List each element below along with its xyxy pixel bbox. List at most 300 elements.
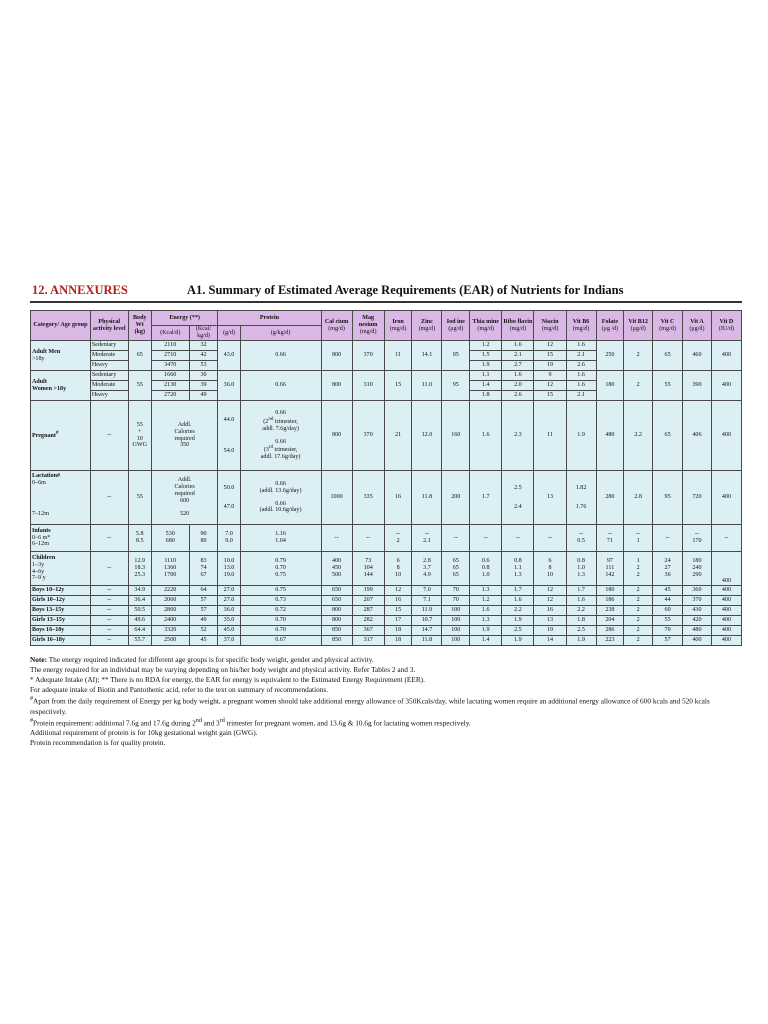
bodywt-cell: 65: [128, 341, 151, 371]
note-line: * Adequate Intake (AI); ** There is no RDA for energy, the EAR for energy is equivalent to the Estimated Energy Requirement (EER).: [30, 675, 425, 685]
protein-cell: 36.0: [218, 606, 240, 616]
col-energy-kcalkg: (Kcal/ kg/d): [189, 326, 218, 341]
protein-cell: [218, 471, 240, 525]
calcium-cell: 800: [321, 616, 352, 626]
vit-b12-cell: 2: [624, 341, 653, 371]
magnesium-value: 73: [365, 558, 372, 565]
vit-b12-cell: 2: [624, 371, 653, 401]
vit-d-cell: 400: [711, 586, 741, 596]
category-age: 0–6m: [32, 479, 46, 486]
vit-b12-cell: 2.2: [624, 401, 653, 471]
note-line: [30, 695, 742, 717]
vit-b12-value: --: [636, 531, 641, 538]
thiamine-cell: 1.8: [470, 391, 502, 401]
vit-c-cell: 55: [653, 371, 683, 401]
magnesium-cell: 367: [352, 626, 384, 636]
thiamine-value: 1.0: [481, 571, 490, 578]
col-zinc-unit: (mg/d): [418, 325, 436, 332]
bodywt-value: 5.8: [135, 531, 144, 538]
riboflavin-cell: 2.3: [502, 401, 534, 471]
proteinkg-cell: 0.70: [240, 616, 321, 626]
zinc-cell: [412, 552, 442, 586]
col-magnesium: [352, 311, 384, 341]
niacin-cell: --: [534, 525, 566, 552]
thiamine-cell: 1.6: [470, 606, 502, 616]
niacin-value: 10: [546, 571, 554, 578]
niacin-cell: 13: [534, 616, 566, 626]
folate-value: 71: [606, 538, 613, 544]
vit-b12-cell: 2: [624, 616, 653, 626]
kcalkg-value: 67: [200, 571, 207, 578]
vit-a-value: 180: [692, 558, 702, 565]
vit-d-cell: 400: [711, 371, 741, 401]
table-header: [31, 311, 742, 341]
niacin-cell: 9: [534, 371, 566, 381]
category-cell: Boys 10–12y: [31, 586, 91, 596]
activity-cell: Moderate: [90, 381, 128, 391]
proteinkg-value: 1.16: [275, 531, 286, 538]
vit-b6-cell: 1.9: [566, 401, 596, 471]
protein-value-3rd: 54.0: [223, 447, 235, 454]
col-protein: Protein: [218, 311, 321, 326]
col-zinc-label: Zinc: [421, 318, 433, 325]
col-thiamine: [470, 311, 502, 341]
vit-b6-value: 0.5: [577, 538, 585, 544]
col-vit-a-label: Vit A: [690, 318, 704, 325]
kcal-value: 600: [180, 497, 190, 504]
activity-cell: --: [90, 606, 128, 616]
kcalkg-cell: 57: [189, 606, 218, 616]
iron-cell: 17: [384, 616, 412, 626]
riboflavin-cell: 2.6: [502, 391, 534, 401]
proteinkg-cell: [240, 552, 321, 586]
thiamine-cell: --: [470, 525, 502, 552]
iron-cell: [384, 525, 412, 552]
category-label: Infants: [32, 527, 51, 534]
kcalkg-cell: 49: [189, 616, 218, 626]
riboflavin-value: 2.4: [514, 503, 522, 510]
category-age: 7–12m: [32, 510, 49, 517]
vit-b12-value: 1: [636, 538, 640, 544]
riboflavin-value: 2.5: [514, 484, 522, 491]
zinc-cell: 10.7: [412, 616, 442, 626]
calcium-cell: [321, 552, 352, 586]
proteinkg-note: addl. 17.6g/day): [260, 454, 301, 461]
thiamine-cell: 1.2: [470, 596, 502, 606]
category-age: 1–3y: [32, 561, 45, 568]
col-folate: [596, 311, 624, 341]
activity-cell: --: [90, 471, 128, 525]
thiamine-cell: 1.9: [470, 361, 502, 371]
table-row: [31, 586, 742, 596]
col-protein-gkgd: (g/kg/d): [240, 326, 321, 341]
col-bodywt-label: Body Wt: [132, 315, 147, 329]
proteinkg-cell: 0.66: [240, 371, 321, 401]
vit-c-value: 36: [664, 571, 671, 578]
zinc-cell: 11.8: [412, 636, 442, 646]
magnesium-cell: 335: [352, 471, 384, 525]
col-niacin-label: Niacin: [541, 318, 559, 325]
riboflavin-cell: 1.6: [502, 596, 534, 606]
calcium-value: 400: [332, 558, 342, 565]
riboflavin-cell: 1.9: [502, 616, 534, 626]
kcal-text: Addl.: [177, 421, 192, 428]
col-iron: [384, 311, 412, 341]
zinc-cell: 14.7: [412, 626, 442, 636]
zinc-cell: 11.8: [412, 471, 442, 525]
proteinkg-cell: 0.67: [240, 636, 321, 646]
vit-c-cell: 65: [653, 341, 683, 371]
category-age: 7–9 y: [32, 575, 46, 582]
protein-value: 7.0: [225, 531, 233, 538]
vit-a-cell: 360: [683, 586, 712, 596]
vit-b6-cell: 2.1: [566, 391, 596, 401]
category-cell: Girls 10–12y: [31, 596, 91, 606]
folate-cell: 180: [596, 586, 624, 596]
col-vit-a-unit: (μg/d): [689, 325, 705, 332]
magnesium-cell: 207: [352, 596, 384, 606]
vit-a-cell: 460: [683, 341, 712, 371]
proteinkg-value: 0.70: [275, 565, 286, 572]
kcalkg-cell: 57: [189, 596, 218, 606]
zinc-value: --: [424, 531, 429, 538]
table-row: [31, 636, 742, 646]
iodine-cell: [442, 552, 470, 586]
kcalkg-value: 83: [200, 558, 207, 565]
calcium-cell: 850: [321, 626, 352, 636]
col-riboflavin-unit: (mg/d): [509, 325, 527, 332]
note-text: Apart from the daily requirement of Energy per kg body weight, a pregnant women should take additional energy allowance of 350Kcals/day, while lactating women require an additional energy allowance of 600 kcals and 520 kcals respectively.: [30, 696, 710, 716]
niacin-cell: 13: [534, 471, 566, 525]
proteinkg-note: trimester,: [273, 418, 298, 425]
vit-c-value: 24: [664, 558, 671, 565]
kcal-value: 520: [180, 510, 190, 517]
table-row: [31, 606, 742, 616]
vit-d-cell: 400: [711, 636, 741, 646]
proteinkg-note: (addl. 10.6g/day): [259, 507, 302, 514]
category-cell: Girls 16–18y: [31, 636, 91, 646]
category-cell: [31, 552, 91, 586]
thiamine-cell: [470, 552, 502, 586]
magnesium-cell: 370: [352, 341, 384, 371]
proteinkg-value: 0.79: [275, 558, 286, 565]
proteinkg-value: 0.66: [275, 438, 286, 445]
table-row: [31, 525, 742, 552]
note-line: Additional requirement of protein is for 10kg gestational weight gain (GWG).: [30, 728, 258, 738]
magnesium-cell: 287: [352, 606, 384, 616]
col-riboflavin: [502, 311, 534, 341]
col-magnesium-label: Mag nesium: [358, 315, 378, 329]
col-category: Category/ Age group: [31, 311, 91, 341]
magnesium-cell: 370: [352, 401, 384, 471]
vit-b6-cell: 2.1: [566, 351, 596, 361]
category-cell: Girls 13–15y: [31, 616, 91, 626]
col-vit-b12: [624, 311, 653, 341]
riboflavin-cell: 1.6: [502, 341, 534, 351]
bodywt-cell: 36.4: [128, 596, 151, 606]
vit-b12-value: 2: [636, 571, 640, 578]
vit-a-cell: [683, 552, 712, 586]
kcal-value: 1360: [164, 565, 177, 572]
iodine-cell: 200: [442, 471, 470, 525]
table-row: [31, 471, 742, 525]
vit-c-cell: 57: [653, 636, 683, 646]
protein-value-2nd: 44.0: [223, 416, 235, 423]
niacin-cell: 19: [534, 626, 566, 636]
col-vit-b12-label: Vit B12: [628, 318, 648, 325]
note-text: The energy required indicated for different age groups is for specific body weight, gender and physical activity.: [47, 655, 374, 664]
zinc-value: 2.8: [423, 558, 431, 565]
vit-a-cell: 400: [683, 636, 712, 646]
kcalkg-cell: 32: [189, 341, 218, 351]
table-title: A1. Summary of Estimated Average Requirements (EAR) of Nutrients for Indians: [187, 283, 624, 297]
protein-cell: 35.0: [218, 616, 240, 626]
vit-d-cell: 400: [711, 471, 741, 525]
activity-cell: --: [90, 596, 128, 606]
vit-d-cell: 400: [711, 606, 741, 616]
protein-value: 9.0: [225, 538, 233, 544]
zinc-cell: 7.0: [412, 586, 442, 596]
iodine-cell: 100: [442, 606, 470, 616]
vit-b12-cell: 2: [624, 586, 653, 596]
proteinkg-cell: 0.70: [240, 626, 321, 636]
kcal-value: 1700: [164, 571, 177, 578]
riboflavin-cell: 2.5: [502, 626, 534, 636]
vit-b6-value: 0.8: [577, 558, 585, 565]
col-iodine-label: Iod ine: [446, 318, 465, 325]
category-cell: Boys 16–18y: [31, 626, 91, 636]
category-cell: Boys 13–15y: [31, 606, 91, 616]
riboflavin-cell: 2.0: [502, 381, 534, 391]
kcal-value: 680: [165, 538, 175, 544]
col-vit-c: [653, 311, 683, 341]
folate-cell: 186: [596, 596, 624, 606]
proteinkg-cell: 0.73: [240, 596, 321, 606]
kcal-cell: 2400: [151, 616, 189, 626]
folate-cell: 286: [596, 626, 624, 636]
vit-a-cell: 480: [683, 626, 712, 636]
vit-a-cell: [683, 525, 712, 552]
folate-cell: [596, 552, 624, 586]
kcal-cell: [151, 471, 218, 525]
bodywt-cell: 50.5: [128, 606, 151, 616]
kcal-cell: 3320: [151, 626, 189, 636]
calcium-cell: 650: [321, 586, 352, 596]
vit-b6-cell: 1.9: [566, 636, 596, 646]
vit-b6-value: 1.3: [577, 571, 585, 578]
note-text: and 3: [201, 718, 220, 728]
col-iodine: [442, 311, 470, 341]
category-cell: [31, 525, 91, 552]
table-row: [31, 341, 742, 351]
note-label: Note:: [30, 655, 48, 664]
col-vit-d: [711, 311, 741, 341]
proteinkg-cell: [240, 401, 321, 471]
kcalkg-cell: [189, 525, 218, 552]
thiamine-value: 0.8: [481, 565, 490, 572]
vit-b12-cell: 2.8: [624, 471, 653, 525]
folate-cell: [596, 525, 624, 552]
magnesium-cell: 199: [352, 586, 384, 596]
kcalkg-cell: 64: [189, 586, 218, 596]
vit-d-cell: 400: [711, 596, 741, 606]
col-niacin-unit: (mg/d): [541, 325, 559, 332]
kcal-text: required: [174, 491, 195, 498]
protein-cell: [218, 401, 240, 471]
col-vit-d-label: Vit D: [719, 318, 734, 325]
table-body: [31, 341, 742, 586]
riboflavin-cell: 2.7: [502, 361, 534, 371]
iodine-cell: 100: [442, 636, 470, 646]
vit-b6-cell: 1.6: [566, 371, 596, 381]
riboflavin-value: 1.1: [514, 565, 522, 572]
kcal-cell: [151, 401, 218, 471]
zinc-cell: 11.9: [412, 606, 442, 616]
iron-cell: 18: [384, 636, 412, 646]
table-row: [31, 371, 742, 381]
vit-b12-cell: 2: [624, 626, 653, 636]
bodywt-value: 18.3: [134, 565, 146, 572]
vit-d-cell: 400: [711, 341, 741, 371]
col-magnesium-unit: (mg/d): [359, 328, 377, 335]
col-folate-unit: (μg /d): [601, 325, 619, 332]
col-niacin: [534, 311, 566, 341]
col-vit-c-label: Vit C: [660, 318, 675, 325]
bodywt-cell: 34.9: [128, 586, 151, 596]
riboflavin-cell: --: [502, 525, 534, 552]
niacin-value: 8: [548, 565, 552, 572]
zinc-cell: 14.1: [412, 341, 442, 371]
folate-value: 97: [606, 558, 613, 565]
vit-b6-cell: [566, 552, 596, 586]
category-age: 4–6y: [32, 568, 45, 575]
kcalkg-cell: 45: [189, 636, 218, 646]
riboflavin-cell: 1.6: [502, 371, 534, 381]
proteinkg-note: (addl. 13.6g/day): [259, 487, 302, 494]
protein-value: 13.0: [223, 565, 235, 572]
bodywt-value: 55: [136, 421, 143, 428]
calcium-value: 500: [332, 571, 342, 578]
folate-cell: 280: [596, 471, 624, 525]
kcalkg-cell: 30: [189, 371, 218, 381]
activity-cell: Sedentary: [90, 371, 128, 381]
bodywt-gwg-value: 10: [136, 435, 143, 442]
riboflavin-cell: [502, 552, 534, 586]
note-line: [30, 655, 742, 665]
vit-c-cell: 65: [653, 401, 683, 471]
bodywt-cell: 55: [128, 371, 151, 401]
folate-value: 142: [605, 571, 615, 578]
kcalkg-value: 74: [200, 565, 207, 572]
col-calcium: [321, 311, 352, 341]
iron-cell: 21: [384, 401, 412, 471]
vit-b12-cell: [624, 525, 653, 552]
vit-c-cell: 44: [653, 596, 683, 606]
kcalkg-cell: 49: [189, 391, 218, 401]
bodywt-cell: 64.4: [128, 626, 151, 636]
kcal-text: Calories: [174, 484, 195, 491]
zinc-cell: 11.0: [412, 371, 442, 401]
iron-value: 2: [396, 538, 400, 544]
bodywt-value: 25.3: [134, 571, 146, 578]
col-folate-label: Folate: [601, 318, 619, 325]
niacin-value: 6: [548, 558, 552, 565]
note-sup: nd: [195, 717, 202, 724]
activity-cell: --: [90, 401, 128, 471]
kcal-value: 1110: [164, 558, 177, 565]
vit-d-cell: 400: [711, 626, 741, 636]
niacin-cell: 14: [534, 636, 566, 646]
category-cell: [31, 341, 91, 371]
protein-value: 19.0: [223, 571, 235, 578]
iodine-value: 65: [452, 558, 459, 565]
table-row: [31, 616, 742, 626]
bodywt-cell: 49.6: [128, 616, 151, 626]
folate-value: 111: [605, 565, 615, 572]
vit-c-cell: 60: [653, 606, 683, 616]
zinc-cell: 12.0: [412, 401, 442, 471]
protein-cell: 27.0: [218, 586, 240, 596]
niacin-cell: 15: [534, 391, 566, 401]
col-vit-c-unit: (mg/d): [659, 325, 676, 332]
iron-cell: 18: [384, 626, 412, 636]
vit-a-cell: 370: [683, 596, 712, 606]
bodywt-cell: [128, 552, 151, 586]
col-calcium-unit: (mg/d): [328, 325, 345, 332]
kcal-cell: 2130: [151, 381, 189, 391]
niacin-cell: [534, 552, 566, 586]
activity-cell: --: [90, 586, 128, 596]
niacin-cell: 12: [534, 341, 566, 351]
calcium-value: 450: [332, 565, 342, 572]
calcium-cell: 800: [321, 371, 352, 401]
calcium-cell: --: [321, 525, 352, 552]
vit-b6-cell: 1.7: [566, 586, 596, 596]
proteinkg-cell: 0.72: [240, 606, 321, 616]
iodine-cell: 70: [442, 596, 470, 606]
activity-cell: --: [90, 552, 128, 586]
category-label: Pregnant: [32, 433, 56, 440]
folate-cell: 204: [596, 616, 624, 626]
zinc-value: 4.9: [423, 571, 431, 578]
vit-c-cell: 55: [653, 616, 683, 626]
thiamine-cell: 1.1: [470, 371, 502, 381]
vit-c-value: 27: [664, 565, 671, 572]
calcium-cell: 800: [321, 341, 352, 371]
kcal-text: Addl.: [177, 477, 192, 484]
iodine-cell: --: [442, 525, 470, 552]
folate-cell: 238: [596, 606, 624, 616]
footnote-mark: #: [30, 696, 34, 703]
category-label: Lactation#: [32, 473, 61, 479]
thiamine-cell: 1.5: [470, 351, 502, 361]
vit-a-value: --: [694, 531, 699, 538]
kcal-text: Calories: [174, 428, 195, 435]
kcalkg-cell: 39: [189, 381, 218, 391]
category-label: Adult: [32, 378, 47, 385]
vit-b6-cell: 2.6: [566, 361, 596, 371]
proteinkg-note: (2: [263, 418, 269, 425]
vit-d-cell: --: [711, 525, 741, 552]
teen-rows: [31, 586, 742, 646]
iron-cell: [384, 552, 412, 586]
vit-b12-cell: 2: [624, 636, 653, 646]
bodywt-value: 8.5: [135, 538, 144, 544]
folate-cell: 180: [596, 371, 624, 401]
magnesium-cell: 282: [352, 616, 384, 626]
title-rule: [30, 301, 742, 303]
vit-a-value: 290: [692, 571, 702, 578]
